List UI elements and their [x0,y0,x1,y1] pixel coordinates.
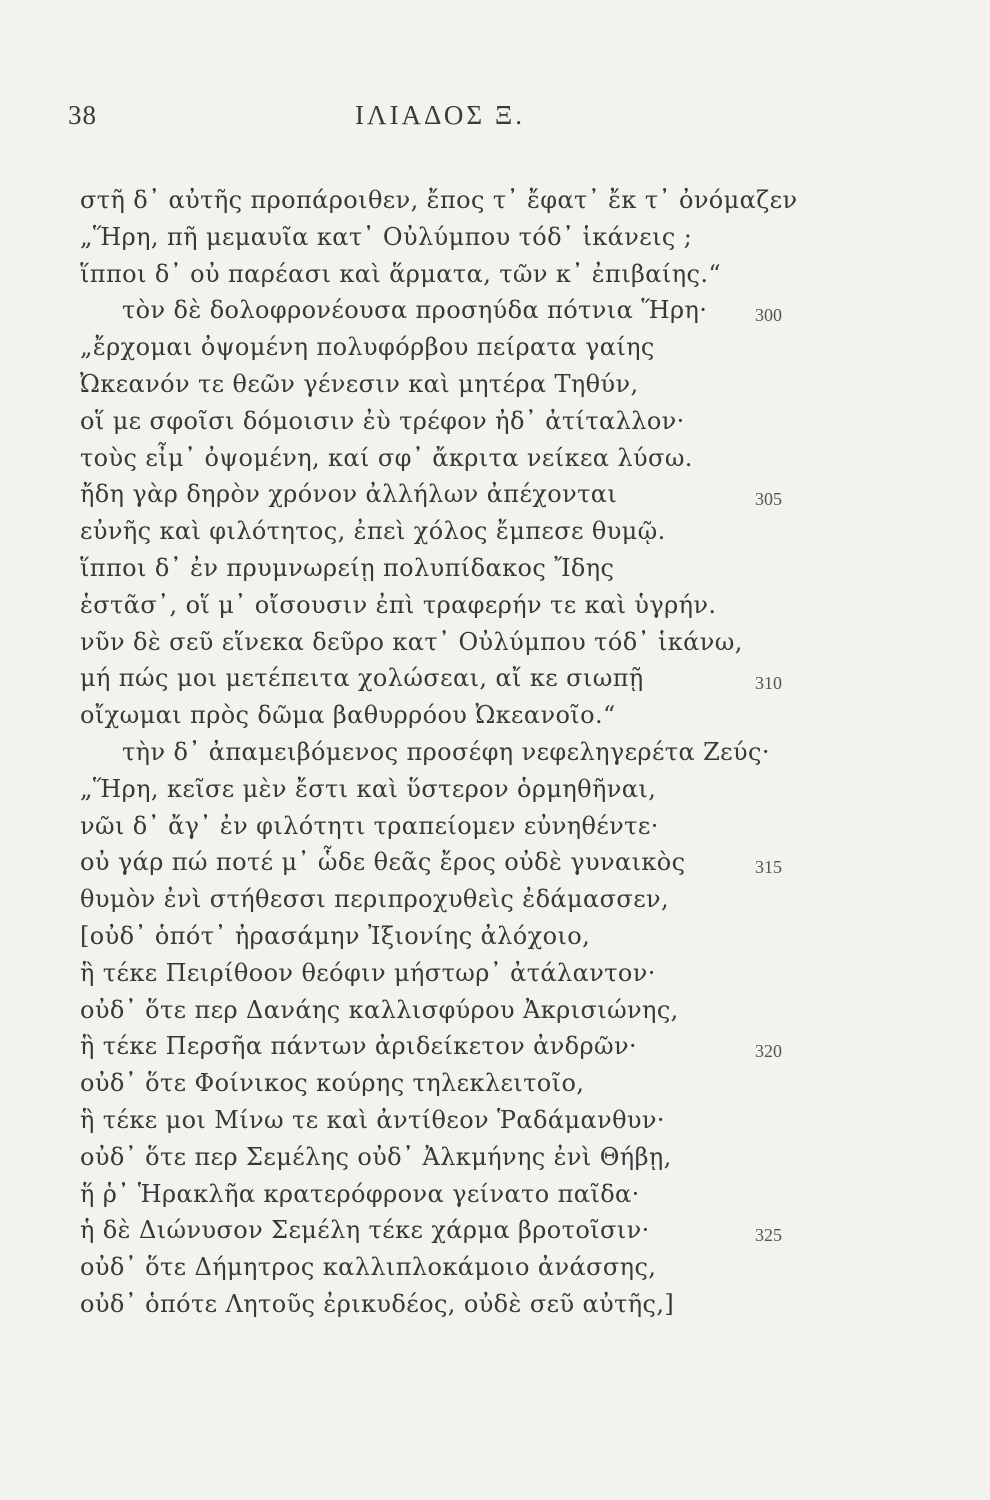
verse-line [0,1176,990,1213]
verse-line-text: ἣ τέκε Πειρίθοον θεόφιν μήστωρ᾽ ἀτάλαντον· [80,958,656,987]
verse-line-text: „ἔρχομαι ὀψομένη πολυφόρβου πείρατα γαίης [80,333,655,362]
verse-line [0,1249,990,1286]
verse-line-text: Ὠκεανόν τε θεῶν γένεσιν καὶ μητέρα Τηθύν, [80,369,639,398]
verse-line [0,219,990,256]
verse-line-number: 315 [755,857,782,878]
verse-line-text: ἵπποι δ᾽ ἐν πρυμνωρείῃ πολυπίδακος Ἴδης [80,553,615,582]
verse-line-text: ἵπποι δ᾽ οὐ παρέασι καὶ ἅρματα, τῶν κ᾽ ἐπιβαίης.“ [80,259,722,288]
verse-line-text: „Ἥρη, κεῖσε μὲν ἔστι καὶ ὕστερον ὁρμηθῆναι, [80,774,657,803]
verse-line [0,366,990,403]
verse-line [0,182,990,219]
page-header [0,100,990,140]
verse-line-text: εὐνῆς καὶ φιλότητος, ἐπεὶ χόλος ἔμπεσε θυμῷ. [80,517,666,546]
verse-line-number: 320 [755,1041,782,1062]
verse-line-text: οὐ γάρ πώ ποτέ μ᾽ ὧδε θεᾶς ἔρος οὐδὲ γυναικὸς [80,848,686,877]
verse-line [0,918,990,955]
verse-line [0,808,990,845]
verse-line-text: οὐδ᾽ ὅτε περ Δανάης καλλισφύρου Ἀκρισιώνης, [80,995,679,1024]
verse-line [0,1139,990,1176]
verse-line [0,403,990,440]
verse-line [0,256,990,293]
verse-line [0,513,990,550]
verse-line [0,292,990,329]
verse-line-text: θυμὸν ἐνὶ στήθεσσι περιπροχυθεὶς ἐδάμασσεν, [80,885,670,914]
verse-line-text: νῦν δὲ σεῦ εἵνεκα δεῦρο κατ᾽ Οὐλύμπου τόδ᾽ ἱκάνω, [80,627,743,656]
verse-line [0,697,990,734]
verse-line [0,844,990,881]
verse-line [0,329,990,366]
verse-text [0,182,990,1323]
verse-line-number: 310 [755,673,782,694]
verse-line [0,660,990,697]
running-title: ΙΛΙΑΔΟΣ Ξ. [355,100,526,130]
verse-line-text: ἑστᾶσ᾽, οἵ μ᾽ οἴσουσιν ἐπὶ τραφερήν τε καὶ ὑγρήν. [80,590,717,619]
verse-line-text: ἥ ῥ᾽ Ἡρακλῆα κρατερόφρονα γείνατο παῖδα· [80,1179,640,1208]
verse-line-text: [οὐδ᾽ ὁπότ᾽ ἠρασάμην Ἰξιονίης ἀλόχοιο, [80,921,591,950]
verse-line-text: νῶι δ᾽ ἄγ᾽ ἐν φιλότητι τραπείομεν εὐνηθέντε· [80,811,659,840]
verse-line-number: 300 [755,305,782,326]
verse-line [0,550,990,587]
verse-line [0,440,990,477]
verse-line-text: ἣ τέκε μοι Μίνω τε καὶ ἀντίθεον Ῥαδάμανθυν· [80,1105,665,1134]
verse-line [0,1065,990,1102]
verse-line-text: τὴν δ᾽ ἀπαμειβόμενος προσέφη νεφεληγερέτα Ζεύς· [122,737,770,766]
verse-line-number: 325 [755,1225,782,1246]
verse-line [0,734,990,771]
verse-line [0,1102,990,1139]
verse-line-text: οὐδ᾽ ὁπότε Λητοῦς ἐρικυδέος, οὐδὲ σεῦ αὐτῆς,] [80,1289,675,1318]
verse-line-number: 305 [755,489,782,510]
verse-line [0,476,990,513]
verse-line-text: ἤδη γὰρ δηρὸν χρόνον ἀλλήλων ἀπέχονται [80,480,618,509]
verse-line-text: „Ἥρη, πῆ μεμαυῖα κατ᾽ Οὐλύμπου τόδ᾽ ἱκάνεις ; [80,222,693,251]
verse-line [0,771,990,808]
verse-line [0,1286,990,1323]
verse-line-text: οἴχωμαι πρὸς δῶμα βαθυρρόου Ὠκεανοῖο.“ [80,701,616,730]
verse-line-text: οἵ με σφοῖσι δόμοισιν ἐὺ τρέφον ἠδ᾽ ἀτίταλλον· [80,406,685,435]
verse-line-text: στῆ δ᾽ αὐτῆς προπάροιθεν, ἔπος τ᾽ ἔφατ᾽ ἔκ τ᾽ ὀνόμαζεν [80,186,798,214]
verse-line-text: οὐδ᾽ ὅτε Δήμητρος καλλιπλοκάμοιο ἀνάσσης, [80,1253,657,1282]
verse-line-text: μή πώς μοι μετέπειτα χολώσεαι, αἴ κε σιωπῇ [80,664,644,693]
verse-line [0,881,990,918]
verse-line-text: ἡ δὲ Διώνυσον Σεμέλη τέκε χάρμα βροτοῖσιν· [80,1216,650,1245]
verse-line-text: οὐδ᾽ ὅτε περ Σεμέλης οὐδ᾽ Ἀλκμήνης ἐνὶ Θήβῃ, [80,1142,672,1171]
verse-line [0,624,990,661]
verse-line [0,1028,990,1065]
verse-line-text: τοὺς εἶμ᾽ ὀψομένη, καί σφ᾽ ἄκριτα νείκεα λύσω. [80,443,693,472]
page-number: 38 [68,100,97,130]
verse-line-text: τὸν δὲ δολοφρονέουσα προσηύδα πότνια Ἥρη· [122,296,708,325]
verse-line [0,992,990,1029]
verse-line [0,1212,990,1249]
verse-line [0,587,990,624]
verse-line-text: οὐδ᾽ ὅτε Φοίνικος κούρης τηλεκλειτοῖο, [80,1069,585,1098]
verse-line [0,955,990,992]
verse-line-text: ἣ τέκε Περσῆα πάντων ἀριδείκετον ἀνδρῶν· [80,1032,638,1061]
